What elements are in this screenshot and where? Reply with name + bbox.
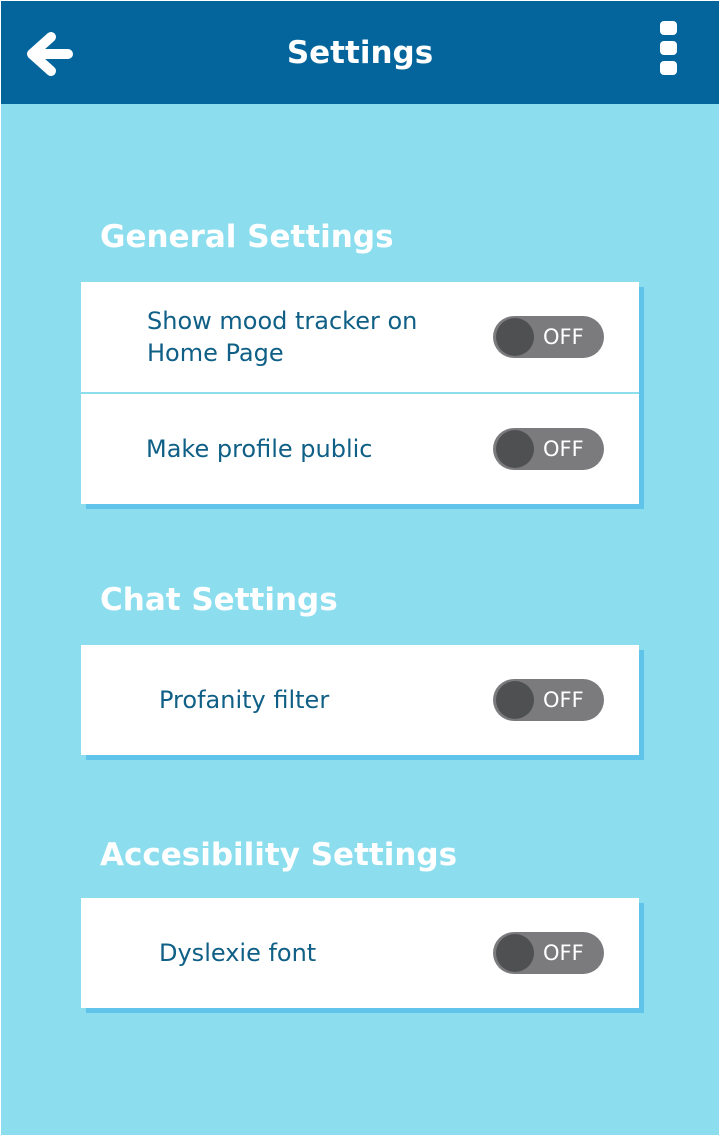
toggle-knob	[496, 430, 534, 468]
toggle-state-text: OFF	[543, 437, 584, 461]
toggle-knob	[496, 318, 534, 356]
dyslexie-font-toggle[interactable]	[493, 932, 604, 974]
setting-label-mood-tracker: Show mood tracker on Home Page	[147, 307, 418, 367]
page-title: Settings	[286, 35, 434, 71]
accessibility-settings-card	[81, 898, 639, 1008]
toggle-knob	[496, 934, 534, 972]
section-title-chat: Chat Settings	[100, 582, 338, 618]
settings-screen	[1, 1, 719, 1135]
setting-label-dyslexie-font: Dyslexie font	[159, 939, 317, 967]
more-options-button[interactable]	[649, 17, 689, 83]
setting-label-public-profile: Make profile public	[146, 435, 373, 463]
setting-row-dyslexie-font	[81, 898, 639, 1008]
section-title-accessibility: Accesibility Settings	[100, 837, 458, 873]
setting-row-mood-tracker	[81, 282, 639, 394]
toggle-state-text: OFF	[543, 688, 584, 712]
mood-tracker-toggle[interactable]	[493, 316, 604, 358]
setting-label-profanity-filter: Profanity filter	[159, 686, 330, 714]
toggle-knob	[496, 681, 534, 719]
section-title-general: General Settings	[100, 219, 394, 255]
setting-row-public-profile	[81, 394, 639, 504]
setting-row-profanity-filter	[81, 645, 639, 755]
general-settings-card	[81, 282, 639, 504]
toggle-state-text: OFF	[543, 325, 584, 349]
chat-settings-card	[81, 645, 639, 755]
profanity-filter-toggle[interactable]	[493, 679, 604, 721]
public-profile-toggle[interactable]	[493, 428, 604, 470]
toggle-state-text: OFF	[543, 941, 584, 965]
top-app-bar	[1, 1, 719, 104]
